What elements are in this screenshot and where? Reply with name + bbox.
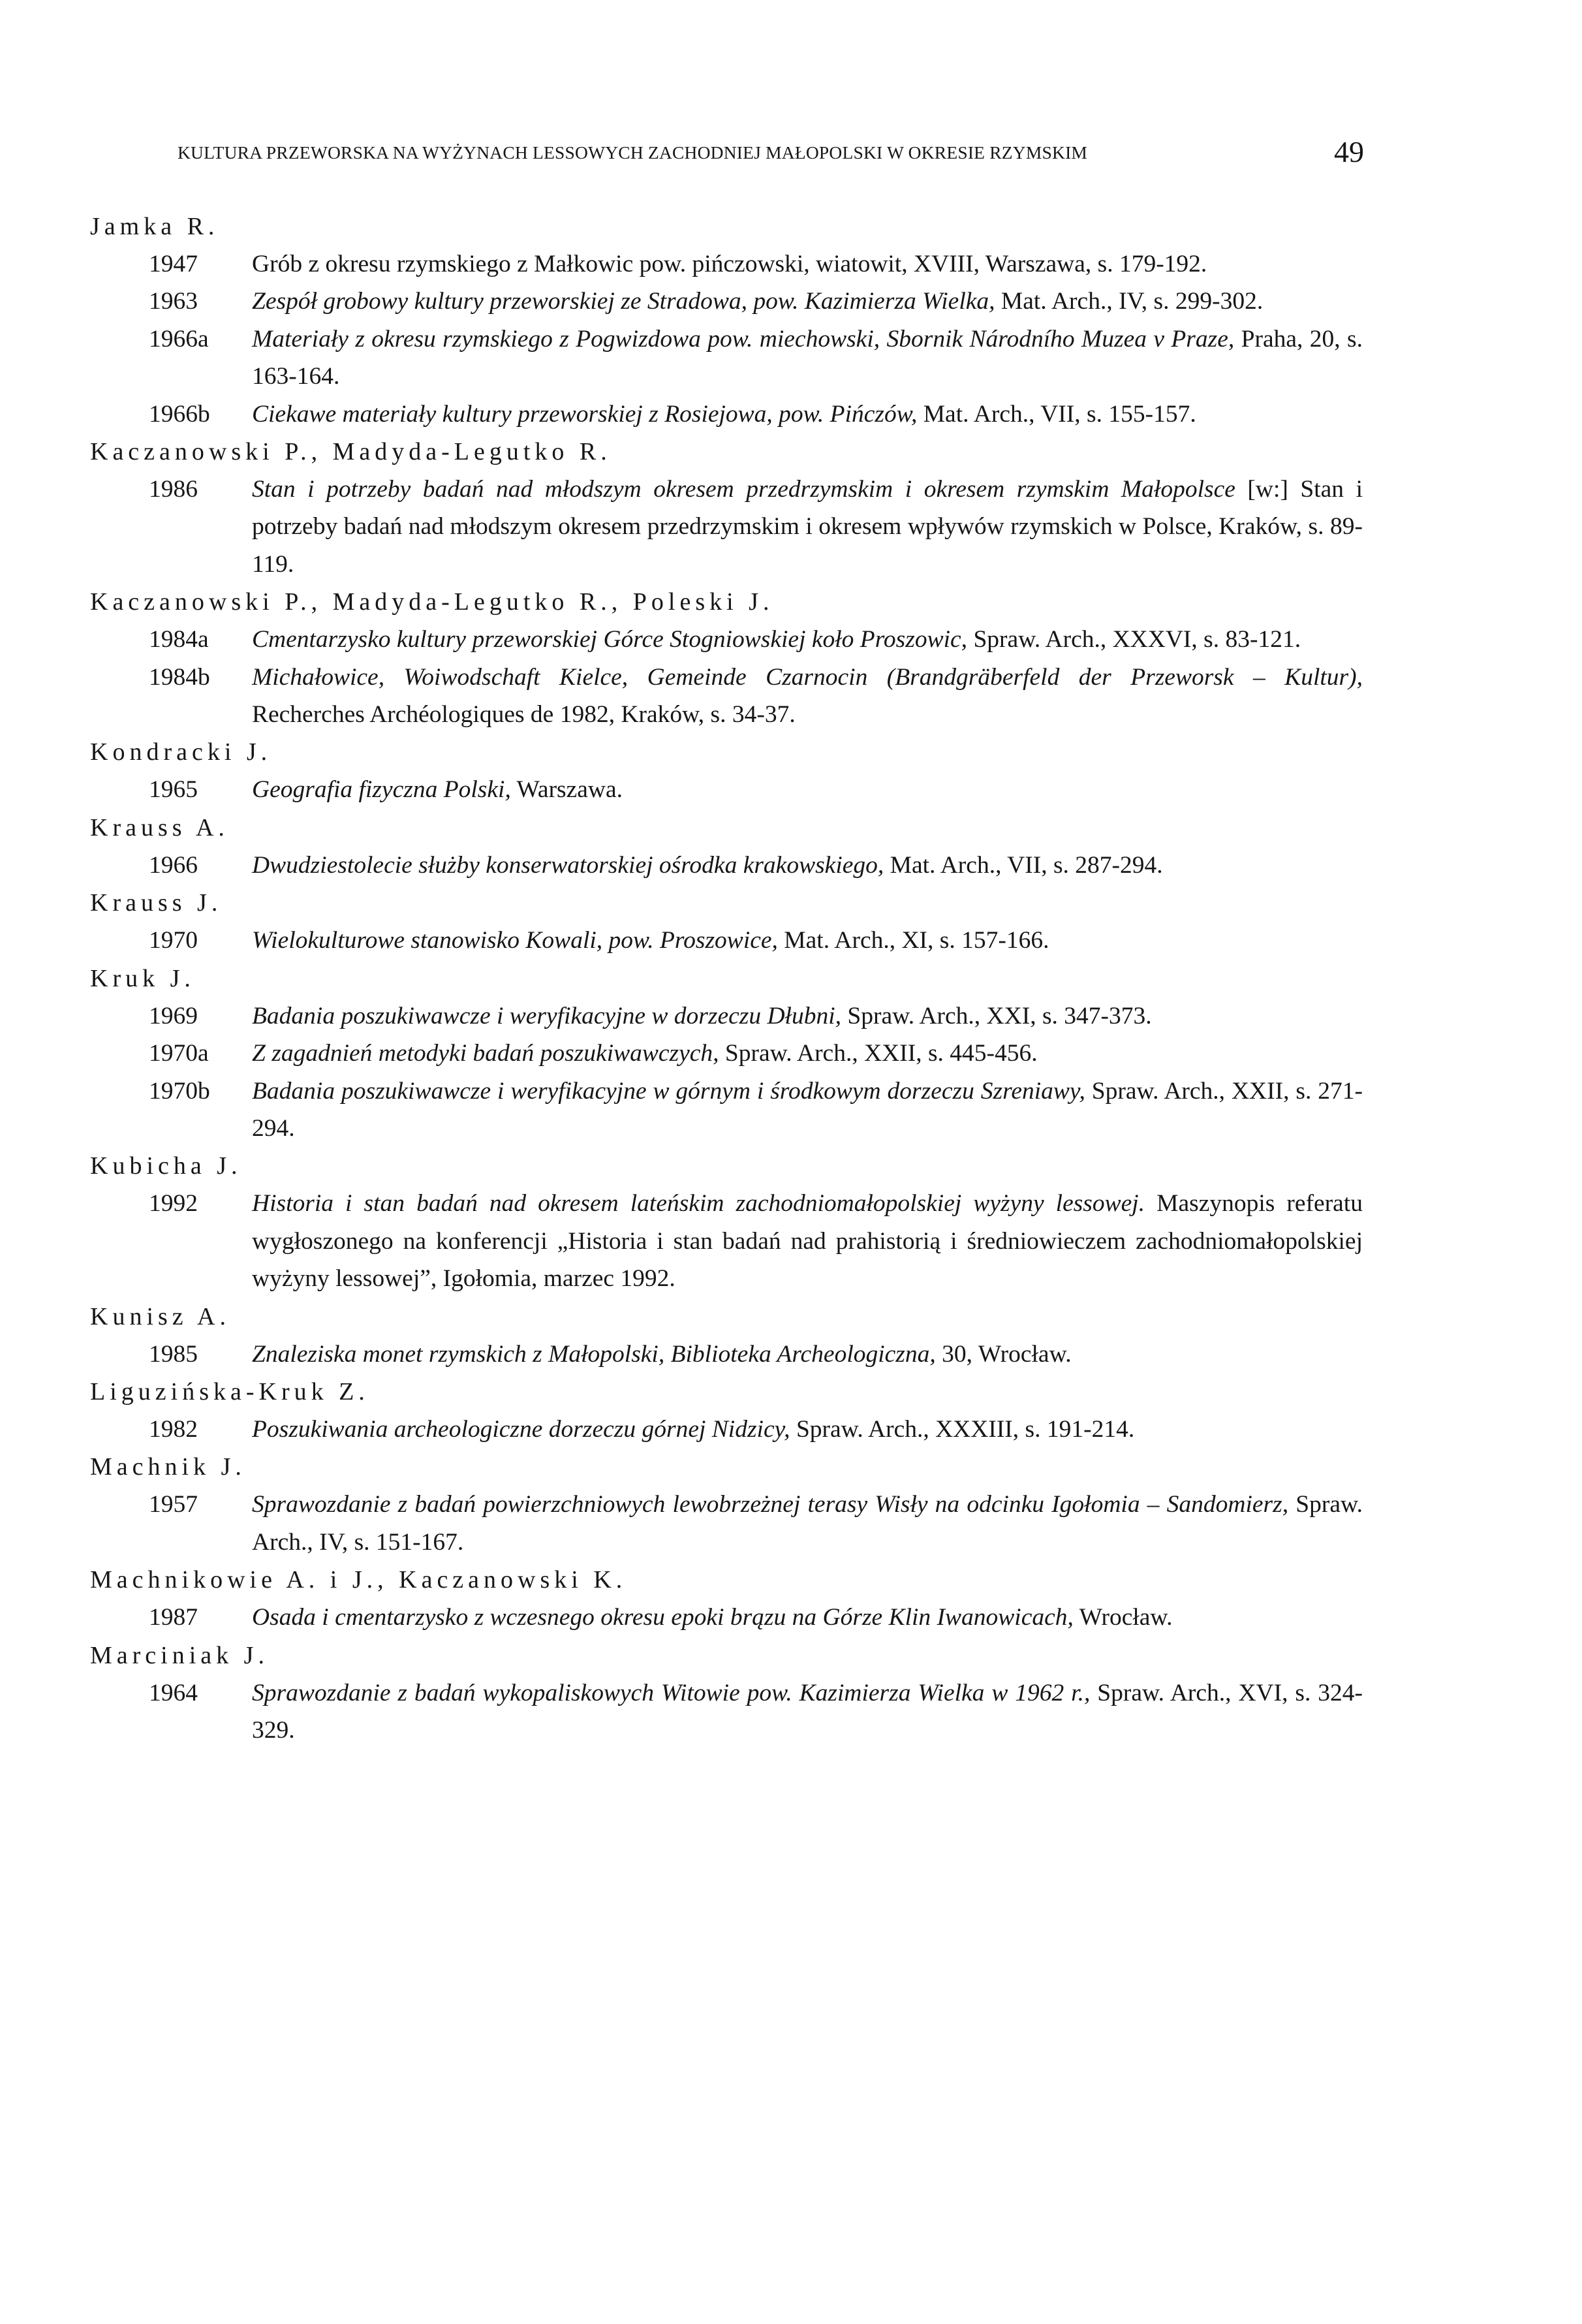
entry-title: Stan i potrzeby badań nad młodszym okresem przedrzymskim i okresem rzymskim Małopolsce xyxy=(252,476,1235,503)
bibliography-entry xyxy=(90,1674,1363,1750)
page-number: 49 xyxy=(1334,135,1364,168)
entry-year: 1947 xyxy=(149,251,198,277)
entry-details: Recherches Archéologiques de 1982, Kraków, s. 34-37. xyxy=(252,701,796,729)
entry-details: Mat. Arch., IV, s. 299-302. xyxy=(1000,288,1264,315)
entry-details: [w:] Stan i potrzeby badań nad młodszym okresem przedrzymskim i okresem wpływów rzymskich w Polsce, Kraków, s. 89-119. xyxy=(252,476,1363,578)
bibliography-author: Krauss A. xyxy=(90,813,229,841)
entry-details: Mat. Arch., XI, s. 157-166. xyxy=(784,927,1049,954)
entry-details: 30, Wrocław. xyxy=(942,1340,1072,1368)
entry-details: Warszawa. xyxy=(516,776,623,804)
entry-title: Osada i cmentarzysko z wczesnego okresu epoki brązu na Górze Klin Iwanowicach, xyxy=(252,1604,1074,1631)
entry-details: Spraw. Arch., XXXIII, s. 191-214. xyxy=(796,1415,1135,1443)
entry-details: Wrocław. xyxy=(1079,1604,1173,1631)
entry-year: 1985 xyxy=(149,1340,198,1368)
bibliography-author: Machnikowie A. i J., Kaczanowski K. xyxy=(90,1566,627,1594)
bibliography-author: Machnik J. xyxy=(90,1453,246,1481)
entry-year: 1970b xyxy=(149,1077,210,1105)
bibliography-entry xyxy=(90,997,1363,1035)
entry-year: 1982 xyxy=(149,1415,198,1443)
entry-title: Geografia fizyczna Polski, xyxy=(252,776,511,804)
bibliography-author: Krauss J. xyxy=(90,889,223,917)
entry-year: 1970a xyxy=(149,1040,209,1067)
entry-year: 1966b xyxy=(149,400,210,428)
entry-year: 1969 xyxy=(149,1002,198,1029)
entry-year: 1986 xyxy=(149,476,198,503)
bibliography-entry xyxy=(90,659,1363,734)
entry-title: Dwudziestolecie służby konserwatorskiej ośrodka krakowskiego, xyxy=(252,851,884,879)
entry-details: Spraw. Arch., XXII, s. 271-294. xyxy=(252,1077,1363,1142)
entry-title: Michałowice, Woiwodschaft Kielce, Gemeinde Czarnocin (Brandgräberfeld der Przeworsk – Kultur), xyxy=(252,663,1363,691)
entry-title: Cmentarzysko kultury przeworskiej Górce Stogniowskiej koło Proszowic, xyxy=(252,626,968,653)
bibliography-entry xyxy=(90,1035,1363,1072)
running-head: KULTURA PRZEWORSKA NA WYŻYNACH LESSOWYCH ZACHODNIEJ MAŁOPOLSKI W OKRESIE RZYMSKIM xyxy=(178,142,1088,163)
entry-title: Historia i stan badań nad okresem lateńskim zachodniomałopolskiej wyżyny lessowej. xyxy=(252,1190,1145,1217)
entry-title: Z zagadnień metodyki badań poszukiwawczych, xyxy=(252,1040,719,1067)
entry-details: Spraw. Arch., IV, s. 151-167. xyxy=(252,1491,1363,1556)
bibliography-author: Kaczanowski P., Madyda-Legutko R. xyxy=(90,438,612,466)
entry-details: Spraw. Arch., XVI, s. 324-329. xyxy=(252,1679,1363,1744)
entry-details: Spraw. Arch., XXXVI, s. 83-121. xyxy=(973,626,1301,653)
bibliography-author: Kruk J. xyxy=(90,964,195,992)
entry-details: Spraw. Arch., XXI, s. 347-373. xyxy=(847,1002,1152,1029)
entry-year: 1987 xyxy=(149,1604,198,1631)
bibliography-entry xyxy=(90,396,1363,433)
entry-year: 1992 xyxy=(149,1190,198,1217)
entry-year: 1957 xyxy=(149,1491,198,1518)
entry-details: Maszynopis referatu wygłoszonego na konferencji „Historia i stan badań nad prahistorią i średniowieczem zachodniomałopolskiej wyżyny lessowej”, Igołomia, marzec 1992. xyxy=(252,1190,1363,1293)
entry-details: Spraw. Arch., XXII, s. 445-456. xyxy=(724,1040,1038,1067)
entry-details: Grób z okresu rzymskiego z Małkowic pow. pińczowski, wiatowit, XVIII, Warszawa, s. 179-192. xyxy=(252,251,1207,277)
entry-title: Ciekawe materiały kultury przeworskiej z Rosiejowa, pow. Pińczów, xyxy=(252,400,918,428)
bibliography-entry xyxy=(90,1411,1363,1448)
bibliography-entry xyxy=(90,847,1363,884)
entry-details: Mat. Arch., VII, s. 155-157. xyxy=(923,400,1196,428)
bibliography-author: Kondracki J. xyxy=(90,738,272,766)
entry-year: 1984a xyxy=(149,626,209,653)
entry-year: 1964 xyxy=(149,1679,198,1706)
entry-details: Mat. Arch., VII, s. 287-294. xyxy=(890,851,1163,879)
bibliography-author: Liguzińska-Kruk Z. xyxy=(90,1377,369,1405)
entry-year: 1966a xyxy=(149,325,209,353)
bibliography-entry xyxy=(90,621,1363,658)
entry-year: 1970 xyxy=(149,927,198,954)
entry-title: Badania poszukiwawcze i weryfikacyjne w dorzeczu Dłubni, xyxy=(252,1002,842,1029)
entry-title: Sprawozdanie z badań powierzchniowych lewobrzeżnej terasy Wisły na odcinku Igołomia – Sandomierz, xyxy=(252,1491,1289,1518)
entry-title: Poszukiwania archeologiczne dorzeczu górnej Nidzicy, xyxy=(252,1415,790,1443)
entry-details: Praha, 20, s. 163-164. xyxy=(252,325,1363,390)
bibliography-entry xyxy=(90,283,1363,320)
bibliography-entry xyxy=(90,1185,1363,1297)
bibliography-entry xyxy=(90,1336,1363,1373)
bibliography-entry xyxy=(90,922,1363,959)
entry-year: 1984b xyxy=(149,663,210,691)
bibliography-entry xyxy=(90,771,1363,808)
entry-title: Zespół grobowy kultury przeworskiej ze Stradowa, pow. Kazimierza Wielka, xyxy=(252,288,995,315)
bibliography-entry xyxy=(90,245,1363,283)
entry-title: Materiały z okresu rzymskiego z Pogwizdowa pow. miechowski, Sbornik Národního Muzea v Praze, xyxy=(252,325,1235,353)
entry-title: Znaleziska monet rzymskich z Małopolski, Biblioteka Archeologiczna, xyxy=(252,1340,936,1368)
bibliography-author: Marciniak J. xyxy=(90,1641,269,1669)
entry-title: Badania poszukiwawcze i weryfikacyjne w górnym i środkowym dorzeczu Szreniawy, xyxy=(252,1077,1085,1105)
bibliography-author: Kaczanowski P., Madyda-Legutko R., Poleski J. xyxy=(90,588,774,616)
bibliography-entry xyxy=(90,471,1363,583)
bibliography-author: Kubicha J. xyxy=(90,1152,242,1180)
bibliography-author: Jamka R. xyxy=(90,213,219,240)
bibliography-entry xyxy=(90,1073,1363,1148)
bibliography-author: Kunisz A. xyxy=(90,1302,230,1330)
bibliography-entry xyxy=(90,321,1363,396)
entry-title: Wielokulturowe stanowisko Kowali, pow. Proszowice, xyxy=(252,927,778,954)
entry-year: 1965 xyxy=(149,776,198,804)
bibliography-entry xyxy=(90,1599,1363,1636)
bibliography-entry xyxy=(90,1486,1363,1561)
entry-year: 1966 xyxy=(149,851,198,879)
entry-title: Sprawozdanie z badań wykopaliskowych Witowie pow. Kazimierza Wielka w 1962 r., xyxy=(252,1679,1091,1706)
entry-year: 1963 xyxy=(149,288,198,315)
bibliography-list xyxy=(90,208,1363,1749)
page-header xyxy=(178,134,1364,174)
